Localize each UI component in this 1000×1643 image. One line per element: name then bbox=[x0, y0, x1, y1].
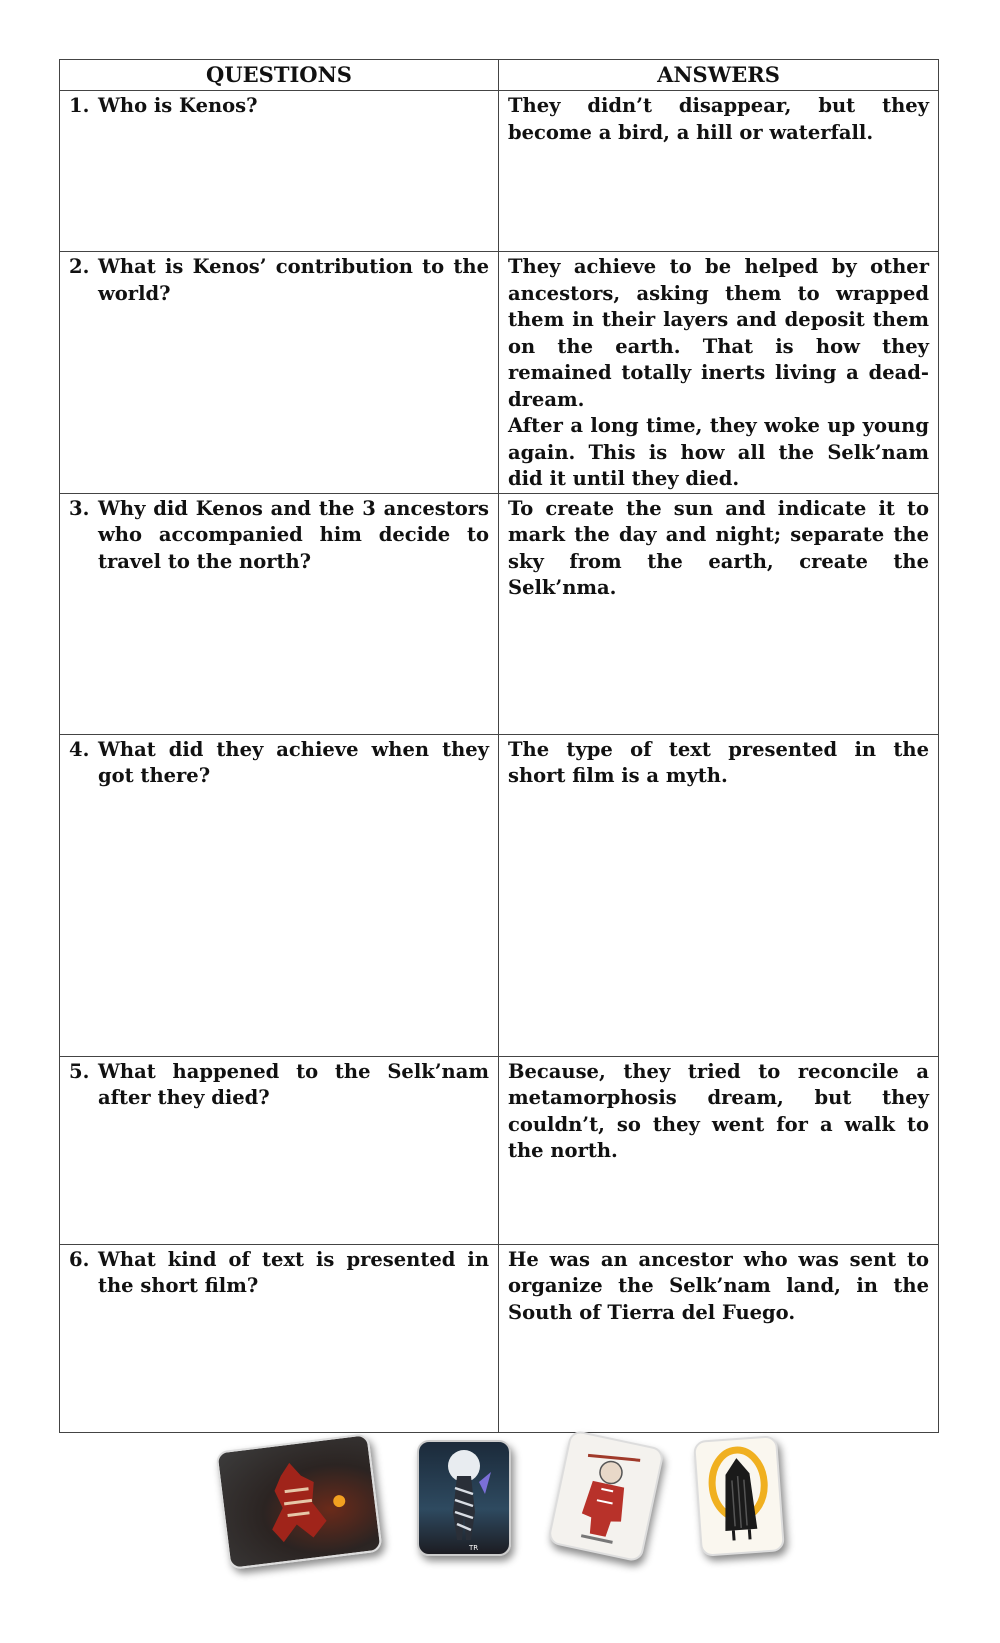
question-text: What kind of text is presented in the short film? bbox=[98, 1247, 489, 1297]
card-red-spirit bbox=[215, 1433, 382, 1570]
answer-cell: To create the sun and indicate it to mark the day and night; separate the sky from the earth, create the Selk’nma. bbox=[499, 493, 939, 734]
illustration-cards bbox=[0, 1430, 1000, 1580]
question-number: 1. bbox=[69, 94, 90, 117]
table-row bbox=[60, 1244, 939, 1432]
question-text: Who is Kenos? bbox=[98, 94, 258, 117]
question-text: What did they achieve when they got there? bbox=[98, 737, 489, 787]
card-mark: TR bbox=[469, 1544, 479, 1552]
answer-cell: He was an ancestor who was sent to organize the Selk’nam land, in the South of Tierra del Fuego. bbox=[499, 1244, 939, 1432]
question-number: 4. bbox=[69, 737, 90, 761]
table-row bbox=[60, 493, 939, 734]
answer-cell: They didn’t disappear, but they become a bird, a hill or waterfall. bbox=[499, 91, 939, 252]
answer-paragraph: After a long time, they woke up young again. This is how all the Selk’nam did it until they died. bbox=[508, 414, 929, 490]
worksheet bbox=[59, 59, 939, 1433]
painted-spirit-figure bbox=[549, 1432, 662, 1561]
answers-header: ANSWERS bbox=[499, 60, 939, 91]
question-number: 3. bbox=[69, 496, 90, 520]
answer-paragraph: They achieve to be helped by other ancestors, asking them to wrapped them in their layers and deposit them on the earth. That is how they remained totally inerts living a dead-dream. bbox=[508, 255, 929, 411]
question-number: 5. bbox=[69, 1059, 90, 1083]
question-cell bbox=[60, 252, 499, 494]
question-cell bbox=[60, 734, 499, 1056]
questions-header: QUESTIONS bbox=[60, 60, 499, 91]
table-row bbox=[60, 91, 939, 252]
card-painted-spirit bbox=[547, 1429, 665, 1562]
red-spirit-figure bbox=[218, 1435, 381, 1567]
question-cell bbox=[60, 91, 499, 252]
table-row bbox=[60, 1056, 939, 1244]
answer-cell bbox=[499, 252, 939, 494]
card-robed-spirit bbox=[693, 1435, 785, 1557]
question-text: Why did Kenos and the 3 ancestors who accompanied him decide to travel to the north? bbox=[98, 496, 489, 573]
question-text: What is Kenos’ contribution to the world? bbox=[98, 255, 489, 305]
question-cell bbox=[60, 493, 499, 734]
moon-spirit-figure bbox=[419, 1442, 509, 1554]
qa-table bbox=[59, 59, 939, 1433]
table-row bbox=[60, 252, 939, 494]
question-number: 6. bbox=[69, 1247, 90, 1271]
card-moon-spirit bbox=[417, 1440, 511, 1556]
robed-spirit-figure bbox=[695, 1437, 783, 1554]
question-text: What happened to the Selk’nam after they died? bbox=[98, 1059, 489, 1109]
header-row bbox=[60, 60, 939, 91]
question-cell bbox=[60, 1244, 499, 1432]
table-row bbox=[60, 734, 939, 1056]
question-number: 2. bbox=[69, 255, 90, 278]
answer-cell: The type of text presented in the short film is a myth. bbox=[499, 734, 939, 1056]
question-cell bbox=[60, 1056, 499, 1244]
answer-cell: Because, they tried to reconcile a metamorphosis dream, but they couldn’t, so they went for a walk to the north. bbox=[499, 1056, 939, 1244]
